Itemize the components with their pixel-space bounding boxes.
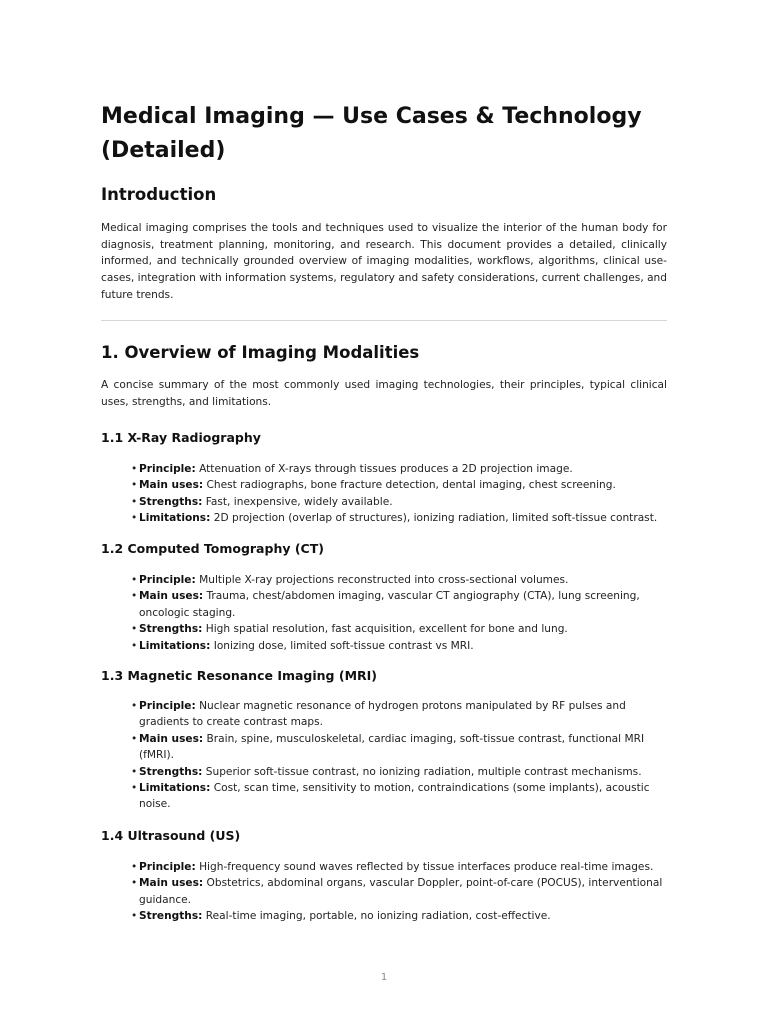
- bullet-marker: •: [131, 574, 138, 586]
- intro-heading: Introduction: [101, 185, 217, 204]
- subsection-heading-xray: 1.1 X-Ray Radiography: [101, 430, 261, 445]
- list-item: [101, 510, 667, 526]
- list-item: [101, 621, 667, 637]
- item-label: Principle:: [139, 861, 196, 873]
- item-label: Principle:: [139, 700, 196, 712]
- list-item: [101, 731, 667, 764]
- bullet-marker: •: [131, 732, 138, 745]
- item-text: Fast, inexpensive, widely available.: [205, 495, 393, 508]
- bullet-marker: •: [131, 639, 138, 652]
- item-text: Obstetrics, abdominal organs, vascular Doppler, point-of-care (POCUS), interventional guidance.: [139, 877, 663, 906]
- bullet-marker: •: [131, 512, 138, 525]
- bullet-marker: •: [131, 877, 138, 890]
- item-label: Principle:: [139, 574, 196, 586]
- section-1-heading: 1. Overview of Imaging Modalities: [101, 343, 420, 362]
- item-text: Trauma, chest/abdomen imaging, vascular CT angiography (CTA), lung screening, oncologic staging.: [139, 590, 640, 619]
- item-label: Main uses:: [139, 479, 204, 492]
- subsection-heading-ultrasound: 1.4 Ultrasound (US): [101, 828, 241, 843]
- list-item: [101, 638, 667, 654]
- item-text: Attenuation of X-rays through tissues produces a 2D projection image.: [199, 463, 573, 475]
- item-text: Chest radiographs, bone fracture detection, dental imaging, chest screening.: [206, 479, 616, 492]
- list-item: [101, 572, 667, 588]
- bullet-list-ct: [101, 572, 667, 654]
- item-text: Ionizing dose, limited soft-tissue contrast vs MRI.: [213, 639, 474, 652]
- list-item: [101, 477, 667, 493]
- list-item: [101, 875, 667, 908]
- item-text: Nuclear magnetic resonance of hydrogen protons manipulated by RF pulses and gradients to create contrast maps.: [139, 700, 626, 729]
- bullet-marker: •: [131, 623, 138, 636]
- item-label: Strengths:: [139, 495, 203, 508]
- item-label: Principle:: [139, 463, 196, 475]
- item-text: Superior soft-tissue contrast, no ionizing radiation, multiple contrast mechanisms.: [205, 765, 642, 778]
- subsection-heading-mri: 1.3 Magnetic Resonance Imaging (MRI): [101, 668, 378, 683]
- item-label: Strengths:: [139, 910, 203, 923]
- item-label: Limitations:: [139, 782, 211, 795]
- bullet-list-ultrasound: [101, 859, 667, 925]
- intro-paragraph: Medical imaging comprises the tools and techniques used to visualize the interior of the human body for diagnosis, treatment planning, monitoring, and research. This document provides a detailed, clinically informed, and technically grounded overview of imaging modalities, workflows, algorithms, clinical use-cases, integration with information systems, regulatory and safety considerations, current challenges, and future trends.: [101, 222, 667, 301]
- bullet-marker: •: [131, 700, 138, 712]
- item-text: Brain, spine, musculoskeletal, cardiac imaging, soft-tissue contrast, functional MRI (fMRI).: [139, 732, 645, 762]
- list-item: [101, 461, 667, 477]
- item-text: Real-time imaging, portable, no ionizing radiation, cost-effective.: [205, 910, 551, 923]
- item-label: Main uses:: [139, 732, 204, 745]
- item-label: Limitations:: [139, 639, 211, 652]
- item-label: Main uses:: [139, 590, 204, 603]
- document-title: Medical Imaging — Use Cases & Technology (Detailed): [101, 104, 642, 163]
- list-item: [101, 698, 667, 731]
- bullet-marker: •: [131, 765, 138, 778]
- item-text: High-frequency sound waves reflected by tissue interfaces produce real-time images.: [199, 861, 654, 873]
- subsection-heading-ct: 1.2 Computed Tomography (CT): [101, 541, 324, 556]
- page-number: 1: [380, 972, 388, 983]
- bullet-marker: •: [131, 861, 138, 873]
- item-text: Multiple X-ray projections reconstructed into cross-sectional volumes.: [199, 574, 569, 586]
- item-label: Limitations:: [139, 512, 211, 525]
- item-text: High spatial resolution, fast acquisition, excellent for bone and lung.: [205, 623, 568, 636]
- item-label: Main uses:: [139, 877, 204, 890]
- item-text: 2D projection (overlap of structures), ionizing radiation, limited soft-tissue contrast.: [213, 512, 658, 525]
- list-item: [101, 588, 667, 621]
- section-divider: [101, 320, 667, 321]
- bullet-marker: •: [131, 495, 138, 508]
- list-item: [101, 859, 667, 875]
- list-item: [101, 908, 667, 924]
- list-item: [101, 780, 667, 813]
- section-1-paragraph: A concise summary of the most commonly used imaging technologies, their principles, typical clinical uses, strengths, and limitations.: [101, 379, 667, 408]
- bullet-marker: •: [131, 479, 138, 492]
- bullet-marker: •: [131, 463, 138, 475]
- list-item: [101, 764, 667, 780]
- bullet-marker: •: [131, 590, 138, 603]
- item-label: Strengths:: [139, 623, 203, 636]
- list-item: [101, 494, 667, 510]
- item-text: Cost, scan time, sensitivity to motion, contraindications (some implants), acoustic noise.: [139, 782, 650, 811]
- bullet-marker: •: [131, 910, 138, 923]
- bullet-list-xray: [101, 461, 667, 527]
- item-label: Strengths:: [139, 765, 203, 778]
- bullet-list-mri: [101, 698, 667, 813]
- bullet-marker: •: [131, 782, 138, 795]
